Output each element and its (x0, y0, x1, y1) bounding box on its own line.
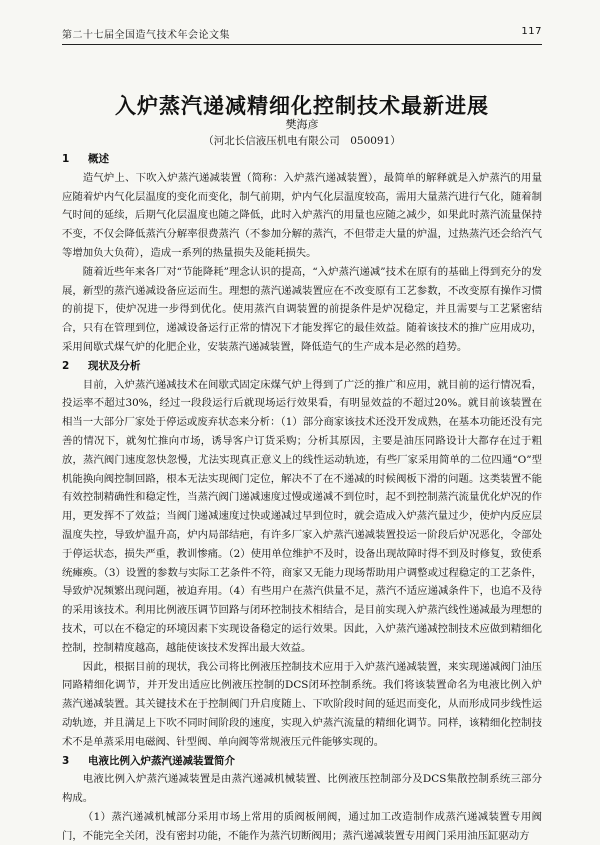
section-number: 2 (62, 359, 70, 372)
paragraph: 目前，入炉蒸汽递减技术在间歇式固定床煤气炉上得到了广泛的推广和应用，就目前的运行情况看，投运率不超过30%，经过一段段运行后就现场运行效果看，有明显效益的不超过20%。就目前该装置在相当一大部分厂家处于停运或废弃状态来分析：（1）部分商家该技术还没开发成熟，在基本功能还没有完善的情况下，就匆忙推向市场，诱导客户订货采购；分析其原因，主要是油压同路设计大都存在过于粗放，蒸汽阀门速度忽快忽慢，尤法实现真正意义上的线性运动轨迹，有些厂家采用简单的二位四通“O”型机能换向阀控制回路，根本无法实现阀门定位，解决不了在不递减的时候阀板下滑的问题。这类装置不能有效控制精确性和稳定性，当蒸汽阀门递减速度过慢或递减不到位时，起不到控制蒸汽流量优化炉况的作用，更发挥不了效益；当阀门递减速度过快或递减过早到位时，就会造成入炉蒸汽量过少，使炉内反应层温度失控，导致炉温升高，炉内局部结疤，有许多厂家入炉蒸汽递减装置投运一阶段后炉况恶化，令部处于停运状态，损失严重，教训惨痛。（2）使用单位维护不及时，设备出现故障时得不到及时修复，致使系统瘫痪。（3）设置的参数与实际工艺条件不符，商家又无能力现场帮助用户调整或过程稳定的工艺条件，导致炉况频繁出现问题，被迫弃用。（4）有些用户在蒸汽供量不足，蒸汽不适应递减条件下，也追不及待的采用该技术。利用比例液压调节回路与闭环控制技术相结合，是目前实现入炉蒸汽线性递减最为理想的技术，可以在不稳定的环境因素下实现设备稳定的运行效果。因此，入炉蒸汽递减控制技术应做到精细化控制，控制精度越高，越能使该技术发挥出最大效益。 (62, 378, 542, 654)
section-title: 概述 (88, 153, 109, 165)
section-heading (62, 357, 542, 376)
paragraph: 造气炉上、下吹入炉蒸汽递减装置（简称：入炉蒸汽递减装置），最简单的解释就是入炉蒸汽的用量应随着炉内气化层温度的变化而变化，制气前期，炉内气化层温度较高，需用大量蒸汽进行气化，随着制气时间的延续，后期气化层温度也随之降低，此时入炉蒸汽的用量也应随之减少，如果此时蒸汽流量保持不变，不仅会降低蒸汽分解率很费蒸汽（不参加分解的蒸汽，不但带走大量的炉温，过热蒸汽还会给汽气等增加负大负荷），造成一系列的热量损失及能耗损失。 (62, 171, 542, 259)
section-number: 3 (62, 754, 70, 767)
article-body (62, 150, 542, 845)
paragraph: 因此，根据目前的现状，我公司将比例液压控制技术应用于入炉蒸汽递减装置，来实现递减阀门油压同路精细化调节，并开发出适应比例液压控制的DCS闭环控制系统。我们将该装置命名为电液比例入炉蒸汽递减装置。其关键技术在于控制阀门升启度随上、下吹阶段时间的延迟而变化，从而形成同步线性运动轨迹，并且满足上下吹不同时间阶段的速度，实现入炉蒸汽流量的精细化调节。同样，该精细化控制技术不是单蒸采用电磁阀、针型阀、单向阀等常规液压元件能够实现的。 (62, 660, 542, 748)
affiliation: （河北长信液压机电有限公司 050091） (203, 135, 401, 147)
section-heading (62, 752, 542, 771)
running-header (62, 26, 542, 45)
section-number: 1 (62, 153, 70, 165)
paragraph: 电液比例入炉蒸汽递减装置是由蒸汽递减机械装置、比例液压控制部分及DCS集散控制系统三部分构成。 (62, 773, 542, 805)
running-header-title: 第二十七届全国造气技术年会论文集 (62, 30, 230, 41)
section-heading (62, 150, 542, 169)
page-number: 117 (521, 26, 542, 37)
paragraph: （1）蒸汽递减机械部分采用市场上常用的质阀板闸阀，通过加工改造制作成蒸汽递减装置专用阀门，不能完全关闭，没有密封功能，不能作为蒸汽切断阀用；蒸汽递减装置专用阀门采用油压缸驱动方 (62, 810, 542, 842)
section-title: 现状及分析 (88, 359, 141, 372)
author: 樊海彦 (285, 118, 319, 131)
paragraph: 随着近些年来各厂对“节能降耗”理念认识的提高，“入炉蒸汽递减”技术在原有的基础上得到充分的发展，新型的蒸汽递减设备应运而生。理想的蒸汽递减装置应在不改变原有工艺参数，不改变原有操作习惯的前提下，使炉况进一步得到优化。使用蒸汽自调装置的前提条件是炉况稳定，并且需要与工艺紧密结合，只有在管理到位，递减设备运行正常的情况下才能发挥它的最佳效益。随着该技术的推广应用成功，采用间歇式煤气炉的化肥企业，安装蒸汽递减装置，降低造气的生产成本是必然的趋势。 (62, 265, 542, 353)
paper-title: 入炉蒸汽递减精细化控制技术最新进展 (115, 94, 489, 118)
section-title: 电液比例入炉蒸汽递减装置简介 (88, 754, 235, 767)
